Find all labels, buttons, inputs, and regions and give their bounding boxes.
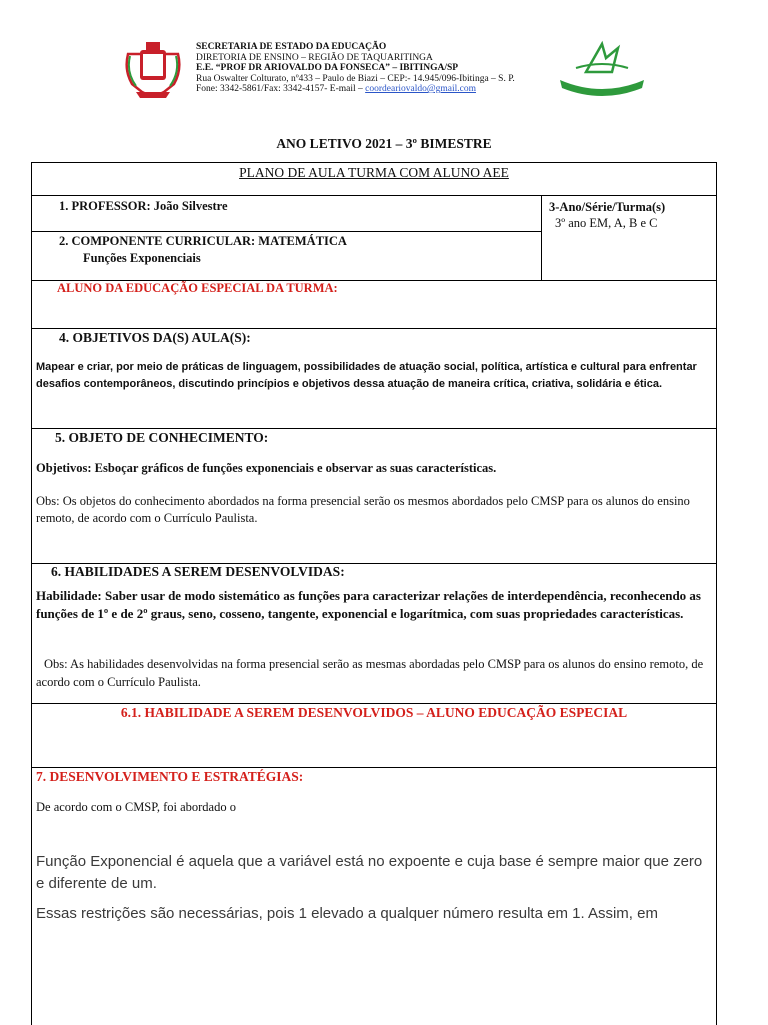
professor-divider [32,231,541,232]
diretoria-line: DIRETORIA DE ENSINO – REGIÃO DE TAQUARITINGA [196,52,433,63]
objetivos-row [32,329,716,429]
funcao-definicao: Função Exponencial é aquela que a variável está no expoente e cuja base é sempre maior que zero e diferente de um. [36,853,703,892]
letterhead [0,0,768,130]
professor-field: 1. PROFESSOR: João Silvestre [59,199,228,213]
desenvolvimento-heading: 7. DESENVOLVIMENTO E ESTRATÉGIAS: [36,769,304,784]
habilidade-text: Habilidade: Saber usar de modo sistemático as funções para caracterizar relações de interdependência, reconhecendo as funções de 1º e de 2º graus, seno, cosseno, tangente, exponencial e logarítmica, com suas propriedades características. [36,588,701,621]
desenvolvimento-intro: De acordo com o CMSP, foi abordado o [36,800,236,814]
habilidade-especial-row [32,704,716,768]
objeto-heading: 5. OBJETO DE CONHECIMENTO: [55,430,269,445]
school-name-line: E.E. “PROF DR ARIOVALDO DA FONSECA” – IBITINGA/SP [196,63,459,73]
form-title: PLANO DE AULA TURMA COM ALUNO AEE [239,165,509,180]
letterhead-text [196,42,515,95]
aluno-especial-heading: ALUNO DA EDUCAÇÃO ESPECIAL DA TURMA: [57,281,338,295]
objetivos-text: Mapear e criar, por meio de práticas de linguagem, possibilidades de atuação social, política, artística e cultural para enfrentar desafios contemporâneos, discutindo princípios e objetivos dessa atuação de maneira crítica, criativa, solidária e ética. [36,361,697,390]
aluno-especial-row [32,280,716,329]
document-title: ANO LETIVO 2021 – 3º BIMESTRE [276,136,492,151]
restricoes-text: Essas restrições são necessárias, pois 1 elevado a qualquer número resulta em 1. Assim, em [36,905,658,922]
habilidade-obs: Obs: As habilidades desenvolvidas na forma presencial serão as mesmas abordadas pelo CMSP para os alunos do ensino remoto, de acordo com o Currículo Paulista. [36,657,704,689]
turma-divider [541,195,542,280]
objeto-objetivos: Objetivos: Esboçar gráficos de funções exponenciais e observar as suas características. [36,461,497,475]
objeto-obs: Obs: Os objetos do conhecimento abordados na forma presencial serão os mesmos abordados pelo CMSP para os alunos do ensino remoto, de acordo com o Currículo Paulista. [36,494,690,525]
turma-label: 3-Ano/Série/Turma(s) [549,200,666,214]
turma-value: 3º ano EM, A, B e C [555,216,658,230]
componente-subject: Funções Exponenciais [83,251,201,265]
secretaria-line: SECRETARIA DE ESTADO DA EDUCAÇÃO [196,42,387,52]
componente-field: 2. COMPONENTE CURRICULAR: MATEMÁTICA [59,234,347,248]
objetivos-heading: 4. OBJETIVOS DA(S) AULA(S): [59,330,251,345]
address-line: Rua Oswalter Colturato, nº433 – Paulo de Biazi – CEP:- 14.945/096-Ibitinga – S. P. [196,73,515,84]
contact-line: Fone: 3342-5861/Fax: 3342-4157- E-mail – coordeariovaldo@gmail.com [196,84,476,94]
habilidades-row [32,564,716,704]
school-logo-icon [556,38,648,100]
form-title-row [32,163,716,196]
objeto-conhecimento-row [32,429,716,564]
sao-paulo-seal-icon [122,40,184,100]
lesson-plan-form [31,162,717,1025]
email-link[interactable]: coordeariovaldo@gmail.com [365,84,476,94]
habilidade-especial-heading: 6.1. HABILIDADE A SEREM DESENVOLVIDOS – ALUNO EDUCAÇÃO ESPECIAL [120,705,628,720]
habilidades-heading: 6. HABILIDADES A SEREM DESENVOLVIDAS: [51,564,345,579]
